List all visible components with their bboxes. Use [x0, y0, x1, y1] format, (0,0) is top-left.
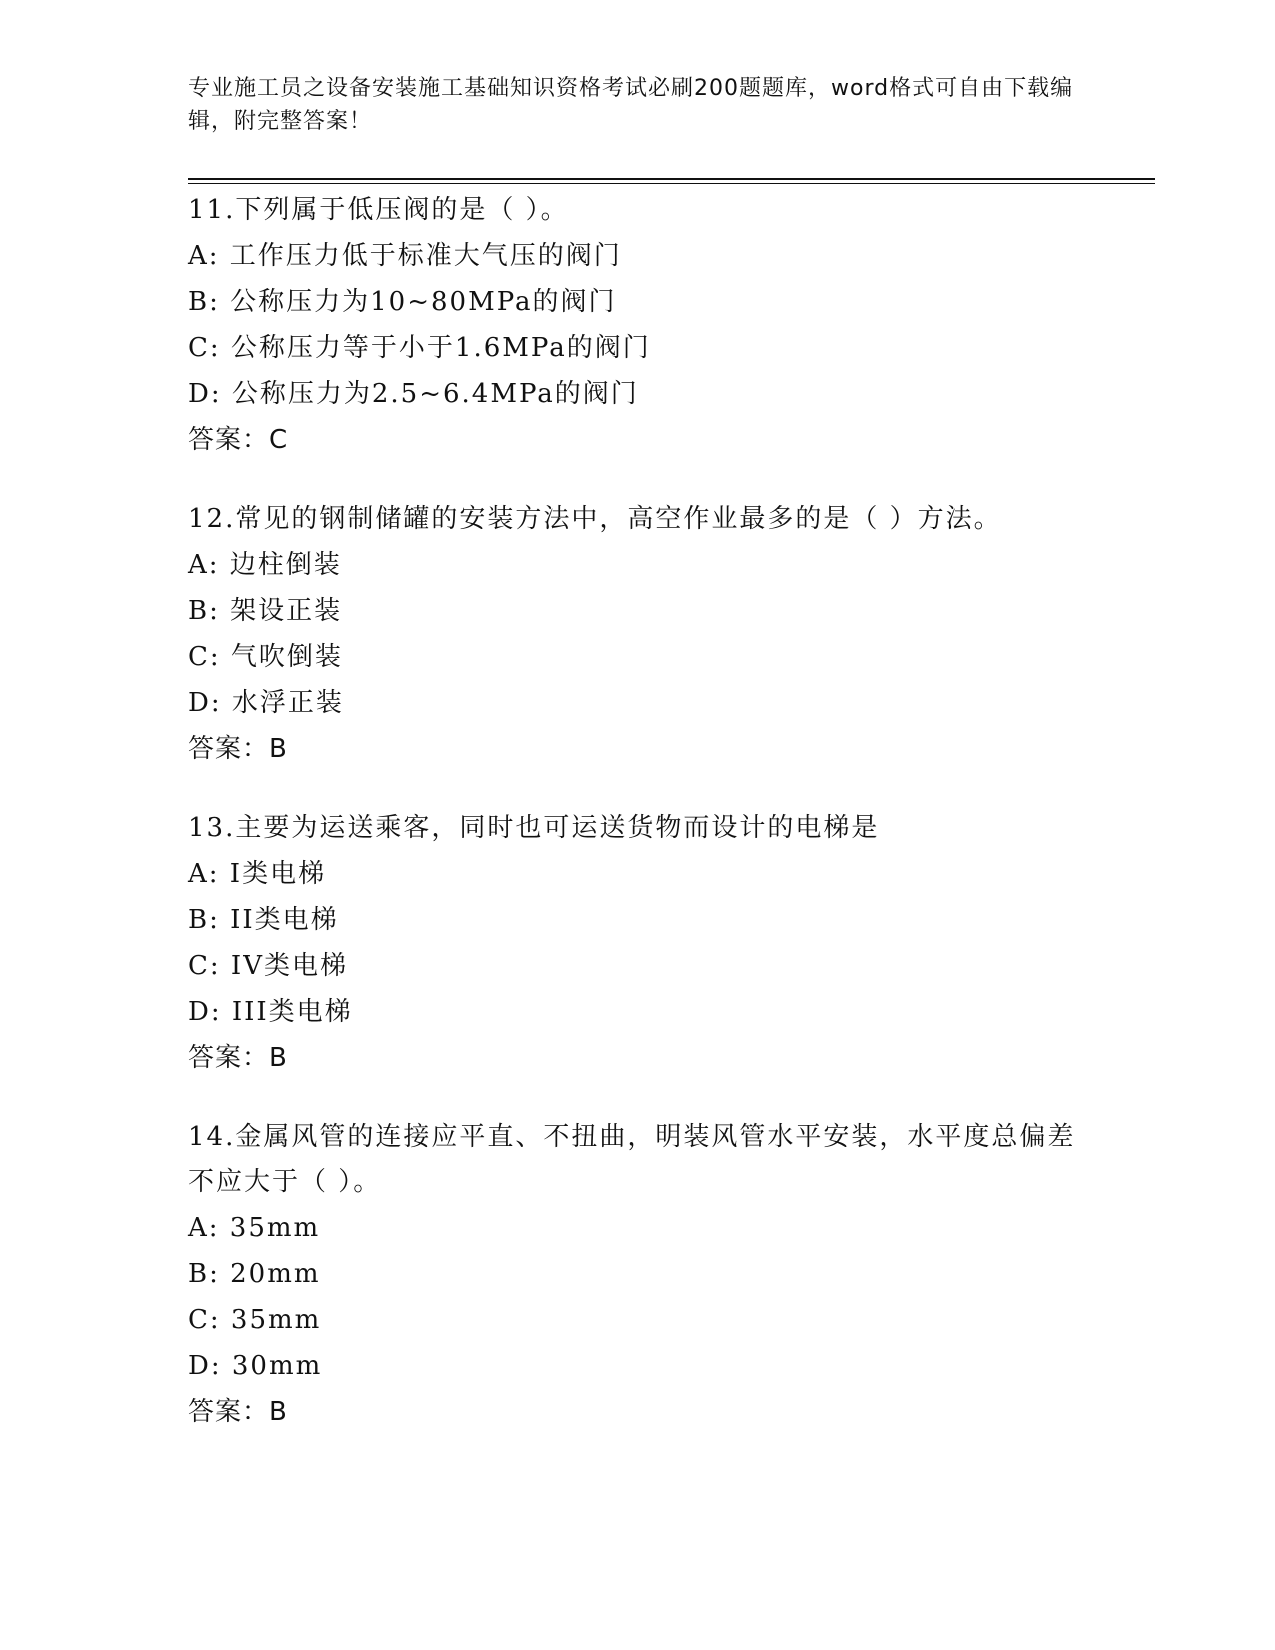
option-d: D: 水浮正装	[188, 688, 344, 718]
option-a: A: 35mm	[188, 1213, 321, 1243]
option-c: C: IV类电梯	[188, 951, 348, 981]
option-b: B: II类电梯	[188, 905, 339, 935]
option-c: C: 公称压力等于小于1.6MPa的阀门	[188, 333, 651, 363]
document-header: 专业施工员之设备安装施工基础知识资格考试必刷200题题库，word格式可自由下载编辑，附完整答案！	[188, 76, 1074, 134]
option-b: B: 20mm	[188, 1259, 321, 1289]
option-d: D: III类电梯	[188, 997, 353, 1027]
option-d: D: 30mm	[188, 1351, 323, 1381]
question-list	[188, 188, 1088, 1469]
option-c: C: 气吹倒装	[188, 642, 343, 672]
answer-line: 答案：B	[188, 1397, 288, 1427]
option-b: B: 公称压力为10~80MPa的阀门	[188, 287, 617, 317]
option-c: C: 35mm	[188, 1305, 322, 1335]
option-b: B: 架设正装	[188, 596, 343, 626]
question-stem: 13.主要为运送乘客，同时也可运送货物而设计的电梯是	[188, 813, 880, 843]
header-rule-thick	[188, 178, 1155, 180]
option-d: D: 公称压力为2.5~6.4MPa的阀门	[188, 379, 639, 409]
option-a: A: 工作压力低于标准大气压的阀门	[188, 241, 622, 271]
option-a: A: 边柱倒装	[188, 550, 342, 580]
question-stem: 14.金属风管的连接应平直、不扭曲，明装风管水平安装，水平度总偏差不应大于（ ）。	[188, 1122, 1076, 1197]
question-item	[188, 1115, 1088, 1435]
header-rule-thin	[188, 183, 1155, 184]
answer-line: 答案：C	[188, 425, 289, 455]
question-item	[188, 806, 1088, 1081]
question-item	[188, 188, 1088, 463]
question-item	[188, 497, 1088, 772]
option-a: A: I类电梯	[188, 859, 327, 889]
answer-line: 答案：B	[188, 734, 288, 764]
answer-line: 答案：B	[188, 1043, 288, 1073]
question-stem: 12.常见的钢制储罐的安装方法中，高空作业最多的是（ ）方法。	[188, 504, 1002, 534]
question-stem: 11.下列属于低压阀的是（ ）。	[188, 195, 569, 225]
